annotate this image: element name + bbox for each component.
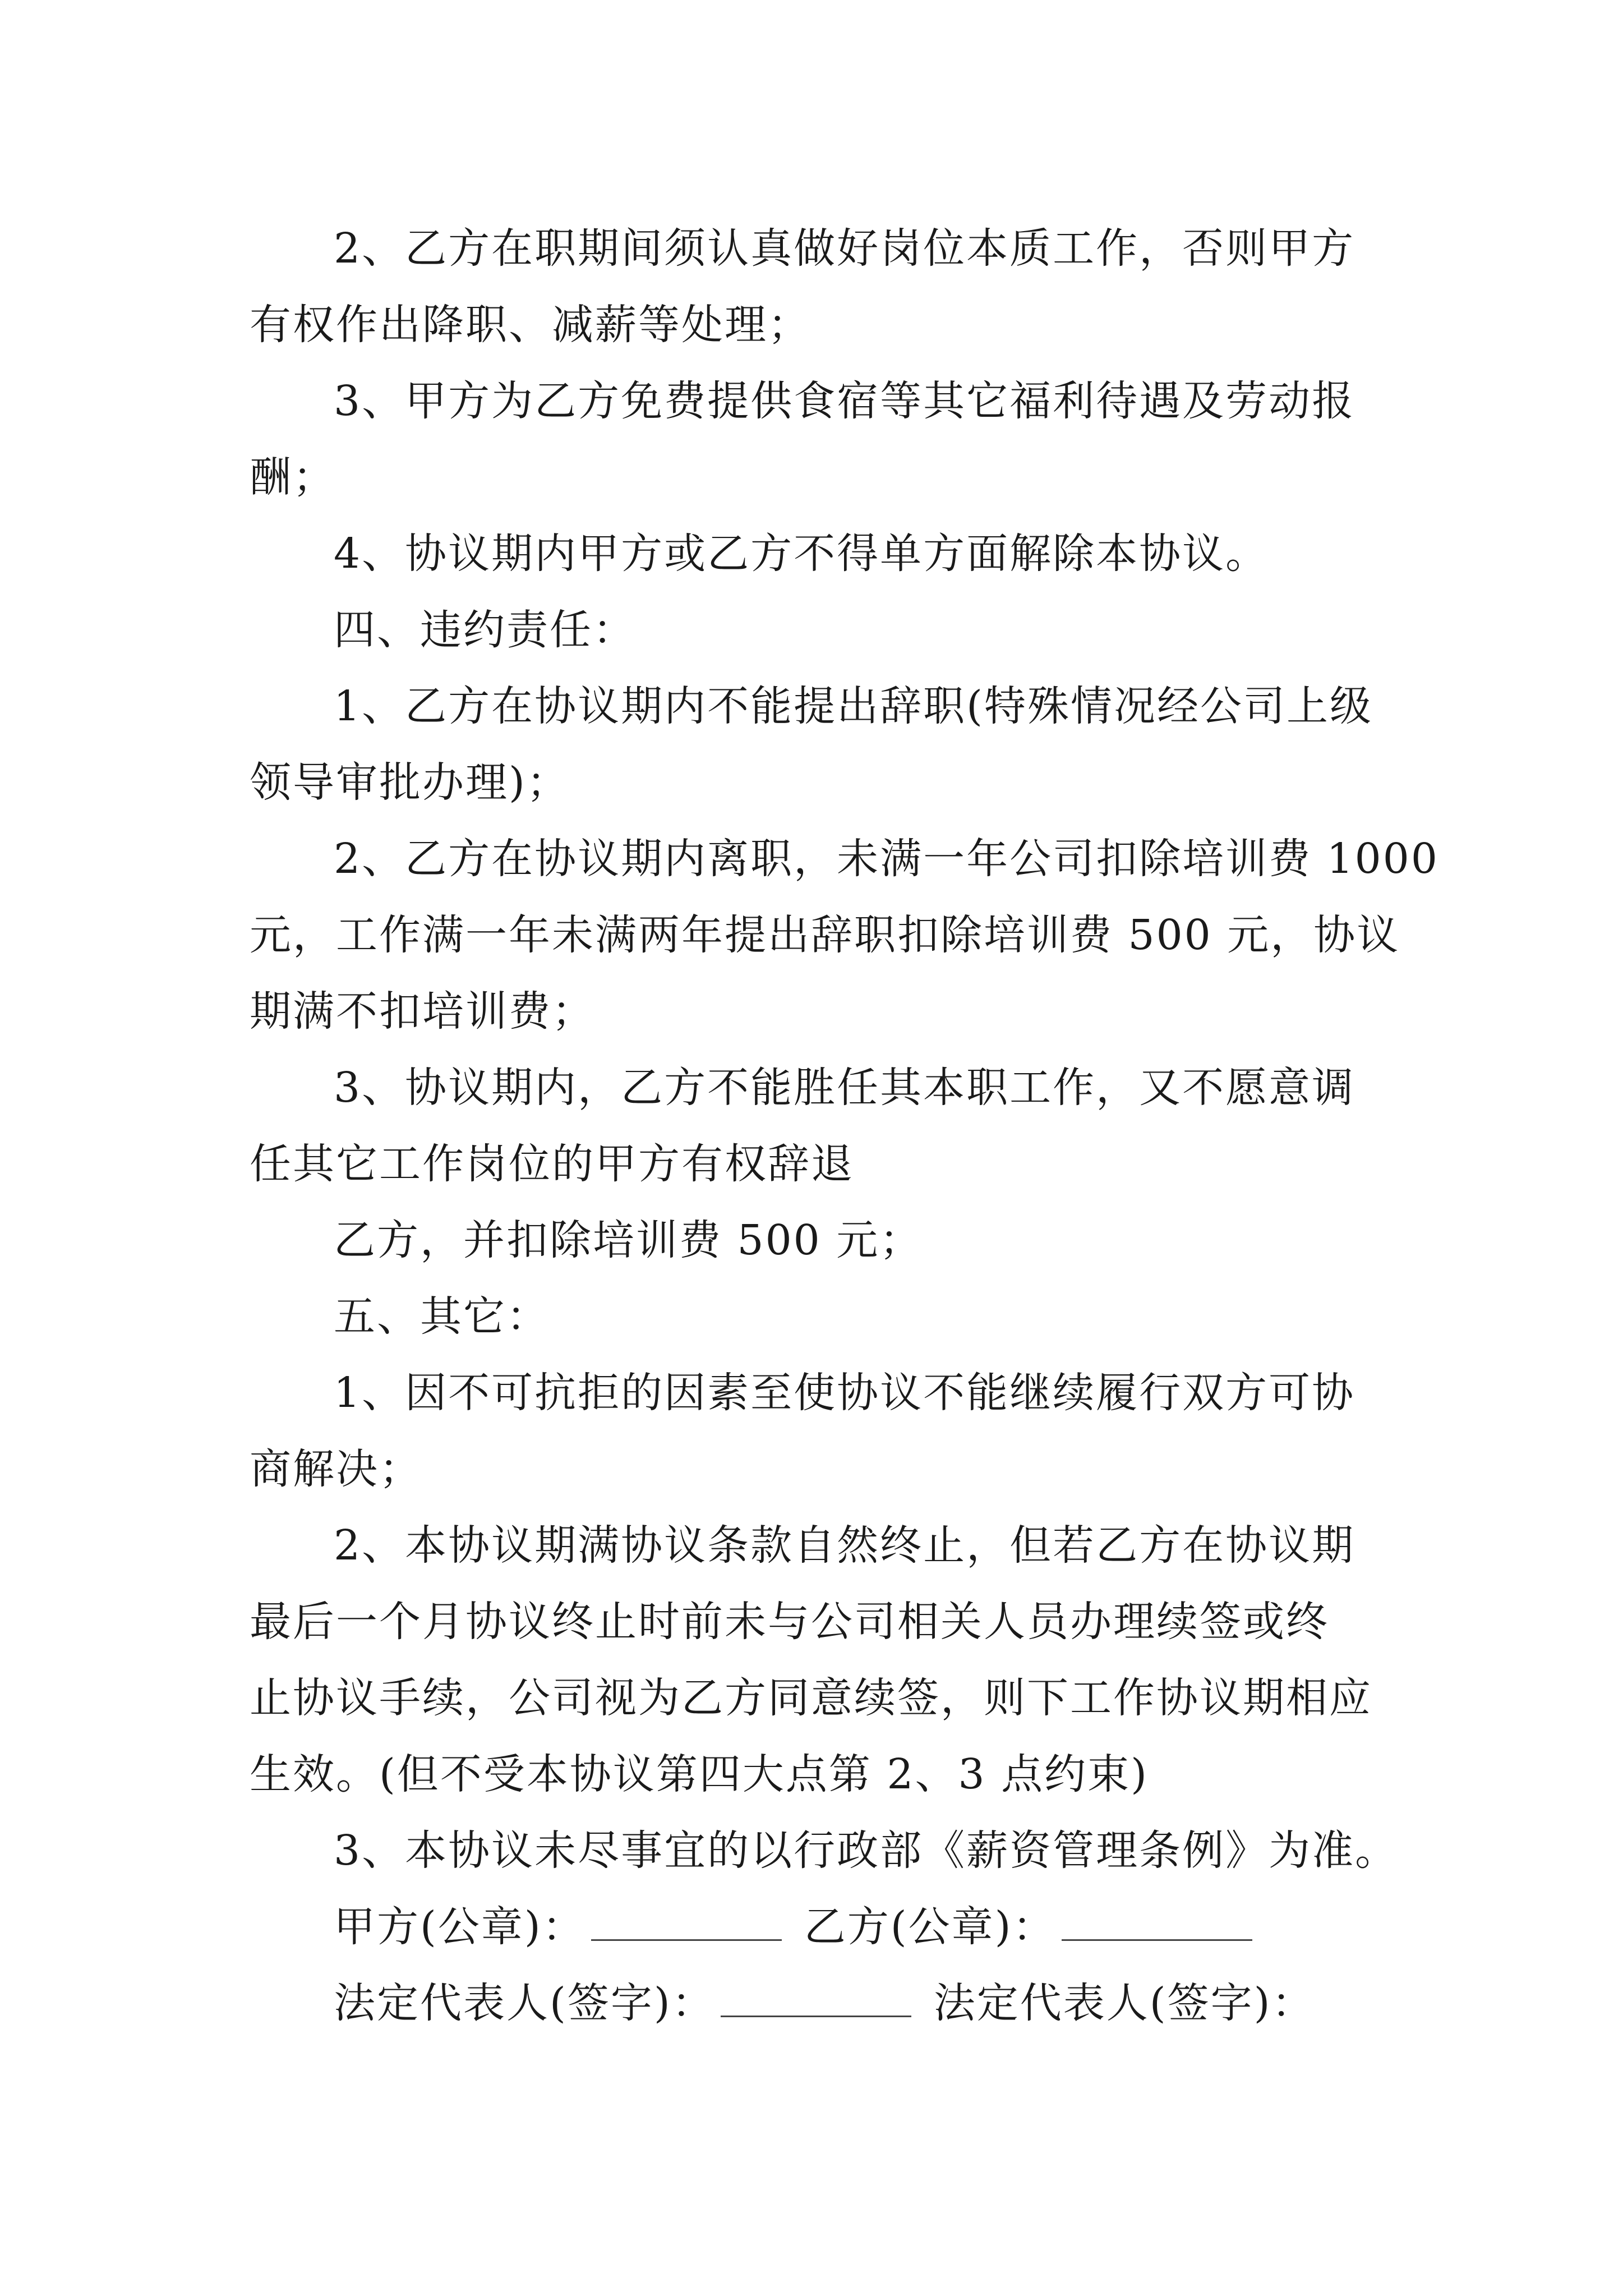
paragraph-line: 1、因不可抗拒的因素至使协议不能继续履行双方可协 — [334, 1369, 1355, 1417]
party-b-representative-label: 法定代表人(签字)： — [933, 1979, 1315, 2027]
section-heading: 五、其它： — [334, 1292, 550, 1341]
paragraph-line: 2、乙方在职期间须认真做好岗位本质工作，否则甲方 — [334, 224, 1355, 273]
paragraph-line: 酬； — [250, 453, 336, 501]
paragraph-line: 最后一个月协议终止时前未与公司相关人员办理续签或终 — [250, 1598, 1329, 1646]
party-a-representative-blank — [721, 1982, 911, 2017]
paragraph-line: 3、协议期内，乙方不能胜任其本职工作，又不愿意调 — [334, 1064, 1355, 1112]
document-body — [250, 210, 1439, 2041]
paragraph-line: 生效。(但不受本协议第四大点第 2、3 点约束) — [250, 1750, 1149, 1798]
paragraph-line: 商解决； — [250, 1445, 422, 1493]
party-a-seal-blank — [591, 1906, 782, 1941]
paragraph-line: 3、甲方为乙方免费提供食宿等其它福利待遇及劳动报 — [334, 377, 1355, 425]
signature-row-seal — [250, 1889, 1377, 1965]
paragraph-line: 止协议手续，公司视为乙方同意续签，则下工作协议期相应 — [250, 1674, 1372, 1722]
paragraph-line: 领导审批办理)； — [250, 758, 570, 807]
paragraph-line: 1、乙方在协议期内不能提出辞职(特殊情况经公司上级 — [334, 682, 1373, 730]
party-b-seal-label: 乙方(公章)： — [804, 1903, 1056, 1951]
paragraph-line: 任其它工作岗位的甲方有权辞退 — [250, 1140, 854, 1188]
paragraph-line: 期满不扣培训费； — [250, 987, 595, 1036]
party-a-representative-label: 法定代表人(签字)： — [334, 1979, 715, 2027]
paragraph-line: 有权作出降职、减薪等处理； — [250, 301, 811, 349]
paragraph-line: 2、本协议期满协议条款自然终止，但若乙方在协议期 — [334, 1521, 1355, 1570]
party-b-seal-blank — [1062, 1906, 1252, 1941]
paragraph-line: 2、乙方在协议期内离职，未满一年公司扣除培训费 1000 — [334, 835, 1439, 883]
paragraph-line: 元，工作满一年未满两年提出辞职扣除培训费 500 元，协议 — [250, 911, 1400, 959]
paragraph-line: 4、协议期内甲方或乙方不得单方面解除本协议。 — [334, 530, 1269, 578]
paragraph-line: 乙方，并扣除培训费 500 元； — [334, 1216, 923, 1264]
party-a-seal-label: 甲方(公章)： — [334, 1903, 585, 1951]
section-heading: 四、违约责任： — [334, 606, 636, 654]
paragraph-line: 3、本协议未尽事宜的以行政部《薪资管理条例》为准。 — [334, 1826, 1399, 1875]
signature-row-representative — [250, 1965, 1377, 2041]
